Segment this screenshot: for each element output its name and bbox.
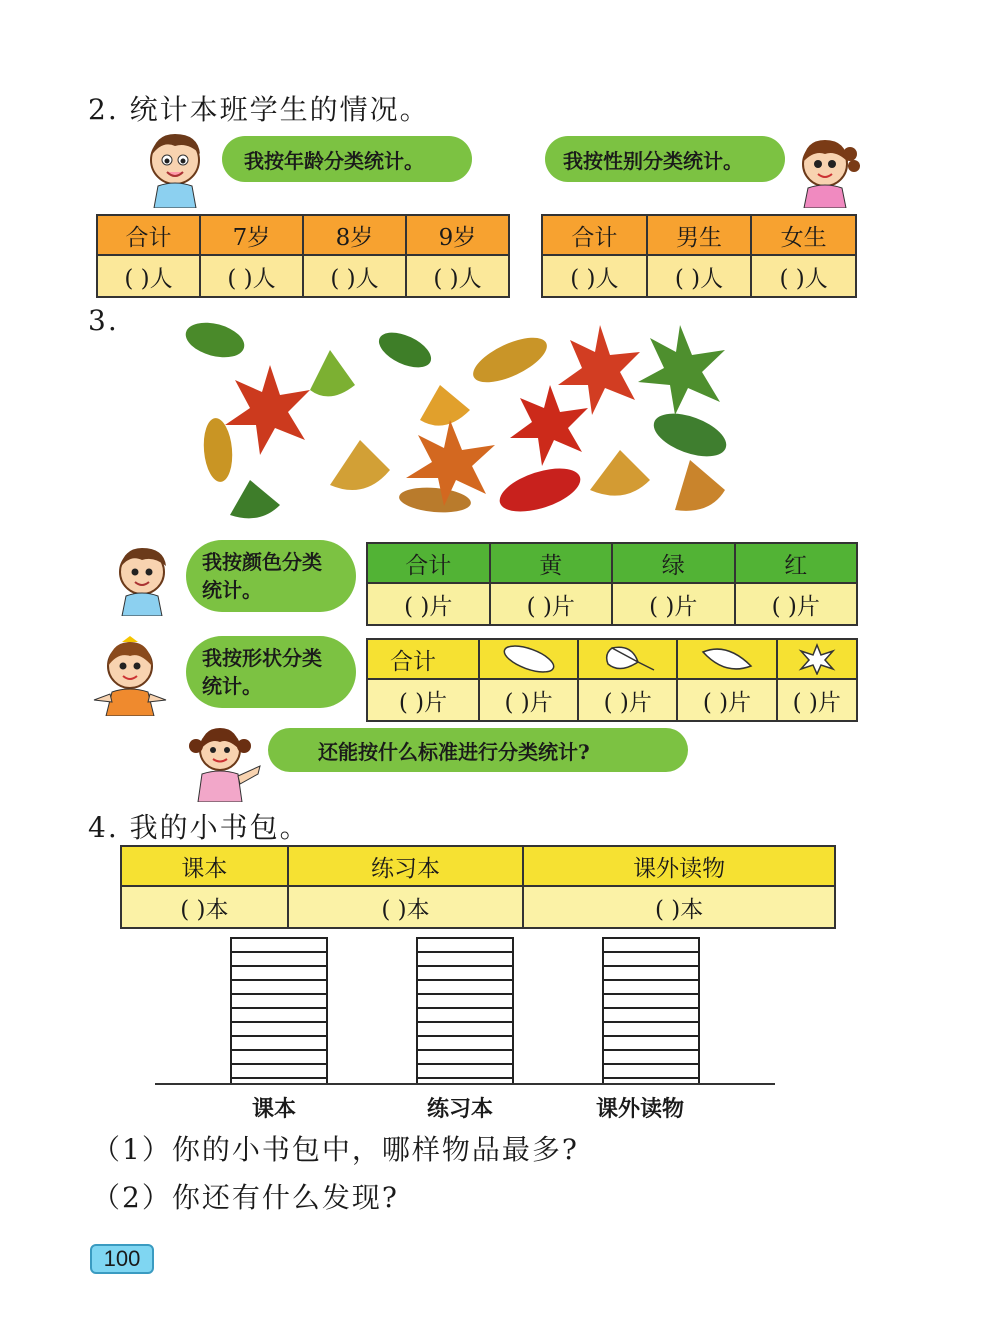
shape-cell-serrated[interactable]: ( )片 xyxy=(677,679,776,721)
q4-title: 4. 我的小书包。 xyxy=(88,811,310,844)
girl-avatar-question xyxy=(178,722,262,806)
age-header-9: 9岁 xyxy=(406,215,509,255)
blank-bar-textbook[interactable] xyxy=(230,937,328,1085)
oval-leaf-icon xyxy=(479,639,578,679)
color-header-yellow: 黄 xyxy=(490,543,613,583)
gender-header-girls: 女生 xyxy=(751,215,856,255)
ginkgo-leaf-icon xyxy=(578,639,677,679)
color-cell-yellow[interactable]: ( )片 xyxy=(490,583,613,625)
color-header-total: 合计 xyxy=(367,543,490,583)
color-header-green: 绿 xyxy=(612,543,735,583)
chart-label-textbook: 课本 xyxy=(252,1096,297,1122)
serrated-leaf-icon xyxy=(677,639,776,679)
boy-avatar-color xyxy=(112,544,172,620)
bag-cell-extra-reading[interactable]: ( )本 xyxy=(523,886,835,928)
age-table xyxy=(96,214,510,298)
color-cell-total[interactable]: ( )片 xyxy=(367,583,490,625)
shape-cell-oval[interactable]: ( )片 xyxy=(479,679,578,721)
speech-bubble-other: 还能按什么标准进行分类统计? xyxy=(268,728,688,772)
gender-header-boys: 男生 xyxy=(647,215,752,255)
bag-cell-textbook[interactable]: ( )本 xyxy=(121,886,288,928)
page-number: 100 xyxy=(90,1244,154,1274)
gender-header-total: 合计 xyxy=(542,215,647,255)
bag-cell-workbook[interactable]: ( )本 xyxy=(288,886,523,928)
q4-sub2: （2）你还有什么发现? xyxy=(92,1181,399,1214)
age-header-7: 7岁 xyxy=(200,215,303,255)
gender-cell-boys[interactable]: ( )人 xyxy=(647,255,752,297)
speech-bubble-gender: 我按性别分类统计。 xyxy=(545,136,785,182)
bag-table xyxy=(120,845,836,929)
q4-sub1: （1）你的小书包中，哪样物品最多? xyxy=(92,1133,579,1166)
speech-bubble-age: 我按年龄分类统计。 xyxy=(222,136,472,182)
gender-cell-total[interactable]: ( )人 xyxy=(542,255,647,297)
shape-table xyxy=(366,638,858,722)
q2-title: 2. 统计本班学生的情况。 xyxy=(88,93,430,126)
age-header-total: 合计 xyxy=(97,215,200,255)
color-table xyxy=(366,542,858,626)
color-header-red: 红 xyxy=(735,543,858,583)
age-cell-8[interactable]: ( )人 xyxy=(303,255,406,297)
age-cell-7[interactable]: ( )人 xyxy=(200,255,303,297)
gender-table xyxy=(541,214,857,298)
bag-header-textbook: 课本 xyxy=(121,846,288,886)
shape-cell-total[interactable]: ( )片 xyxy=(367,679,479,721)
color-cell-red[interactable]: ( )片 xyxy=(735,583,858,625)
q3-title: 3. xyxy=(88,304,119,337)
age-cell-total[interactable]: ( )人 xyxy=(97,255,200,297)
bag-header-extra-reading: 课外读物 xyxy=(523,846,835,886)
shape-cell-maple[interactable]: ( )片 xyxy=(777,679,857,721)
gender-cell-girls[interactable]: ( )人 xyxy=(751,255,856,297)
blank-bar-extra-reading[interactable] xyxy=(602,937,700,1085)
blank-bar-workbook[interactable] xyxy=(416,937,514,1085)
age-cell-9[interactable]: ( )人 xyxy=(406,255,509,297)
chart-label-extra-reading: 课外读物 xyxy=(596,1096,685,1122)
girl-avatar-shape xyxy=(92,636,168,720)
speech-bubble-shape: 我按形状分类统计。 xyxy=(186,636,356,708)
leaves-illustration xyxy=(180,310,780,534)
age-header-8: 8岁 xyxy=(303,215,406,255)
bag-header-workbook: 练习本 xyxy=(288,846,523,886)
shape-header-total: 合计 xyxy=(367,639,479,679)
chart-baseline xyxy=(155,1083,775,1085)
girl-avatar xyxy=(790,132,860,212)
chart-label-workbook: 练习本 xyxy=(427,1096,494,1122)
speech-bubble-color: 我按颜色分类统计。 xyxy=(186,540,356,612)
boy-avatar xyxy=(140,128,210,212)
maple-leaf-icon xyxy=(777,639,857,679)
color-cell-green[interactable]: ( )片 xyxy=(612,583,735,625)
shape-cell-ginkgo[interactable]: ( )片 xyxy=(578,679,677,721)
